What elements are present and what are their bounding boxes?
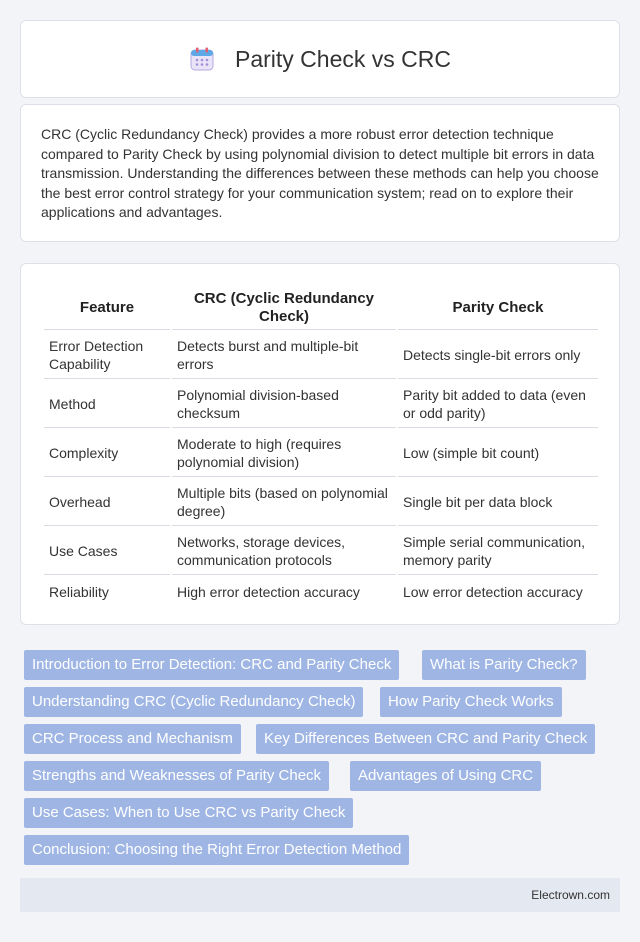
comparison-table <box>42 284 600 608</box>
table-cell: Complexity <box>44 430 170 477</box>
table-cell: Low (simple bit count) <box>398 430 598 477</box>
table-cell: Overhead <box>44 479 170 526</box>
intro-card <box>20 104 620 242</box>
link-use-cases[interactable]: Use Cases: When to Use CRC vs Parity Check <box>24 798 353 828</box>
table-cell: Single bit per data block <box>398 479 598 526</box>
table-row <box>44 381 598 428</box>
link-introduction[interactable]: Introduction to Error Detection: CRC and Parity Check <box>24 650 399 680</box>
table-cell: Use Cases <box>44 528 170 575</box>
calendar-icon <box>189 46 215 72</box>
table-row <box>44 479 598 526</box>
table-cell: Low error detection accuracy <box>403 583 583 600</box>
title-card <box>20 20 620 98</box>
intro-text: CRC (Cyclic Redundancy Check) provides a more robust error detection technique compared to Parity Check by using polynomial division to detect multiple bit errors in data transmission. Understanding the differences between these methods can help you choose the best error control strategy for your communication system; read on to explore their applications and advantages. <box>41 126 599 220</box>
link-crc-process[interactable]: CRC Process and Mechanism <box>24 724 241 754</box>
header-crc: CRC (Cyclic Redundancy Check) <box>172 286 396 330</box>
table-cell: Parity bit added to data (even or odd parity) <box>398 381 598 428</box>
header-feature: Feature <box>44 286 170 330</box>
link-understanding-crc[interactable]: Understanding CRC (Cyclic Redundancy Check) <box>24 687 363 717</box>
footer-text: Electrown.com <box>531 888 610 902</box>
table-row <box>44 430 598 477</box>
link-strengths-weaknesses[interactable]: Strengths and Weaknesses of Parity Check <box>24 761 329 791</box>
table-cell: Multiple bits (based on polynomial degree) <box>172 479 396 526</box>
link-what-is-parity[interactable]: What is Parity Check? <box>422 650 586 680</box>
table-cell: Method <box>44 381 170 428</box>
table-cell: Simple serial communication, memory parity <box>398 528 598 575</box>
table-row <box>44 332 598 379</box>
table-cell: Detects single-bit errors only <box>398 332 598 379</box>
table-cell: Networks, storage devices, communication protocols <box>172 528 396 575</box>
table-cell: Detects burst and multiple-bit errors <box>172 332 396 379</box>
table-cell: High error detection accuracy <box>177 583 360 600</box>
link-key-differences[interactable]: Key Differences Between CRC and Parity Check <box>256 724 595 754</box>
table-row <box>44 577 598 606</box>
table-cell: Error Detection Capability <box>44 332 170 379</box>
table-row <box>44 528 598 575</box>
table-header-row <box>44 286 598 330</box>
link-advantages-crc[interactable]: Advantages of Using CRC <box>350 761 541 791</box>
table-cell: Polynomial division-based checksum <box>172 381 396 428</box>
header-parity: Parity Check <box>398 286 598 330</box>
table-cell: Moderate to high (requires polynomial division) <box>172 430 396 477</box>
footer <box>20 878 620 912</box>
table-cell: Reliability <box>49 583 109 600</box>
comparison-table-card <box>20 263 620 625</box>
link-conclusion[interactable]: Conclusion: Choosing the Right Error Detection Method <box>24 835 409 865</box>
link-how-parity-works[interactable]: How Parity Check Works <box>380 687 562 717</box>
page-title: Parity Check vs CRC <box>235 45 451 72</box>
